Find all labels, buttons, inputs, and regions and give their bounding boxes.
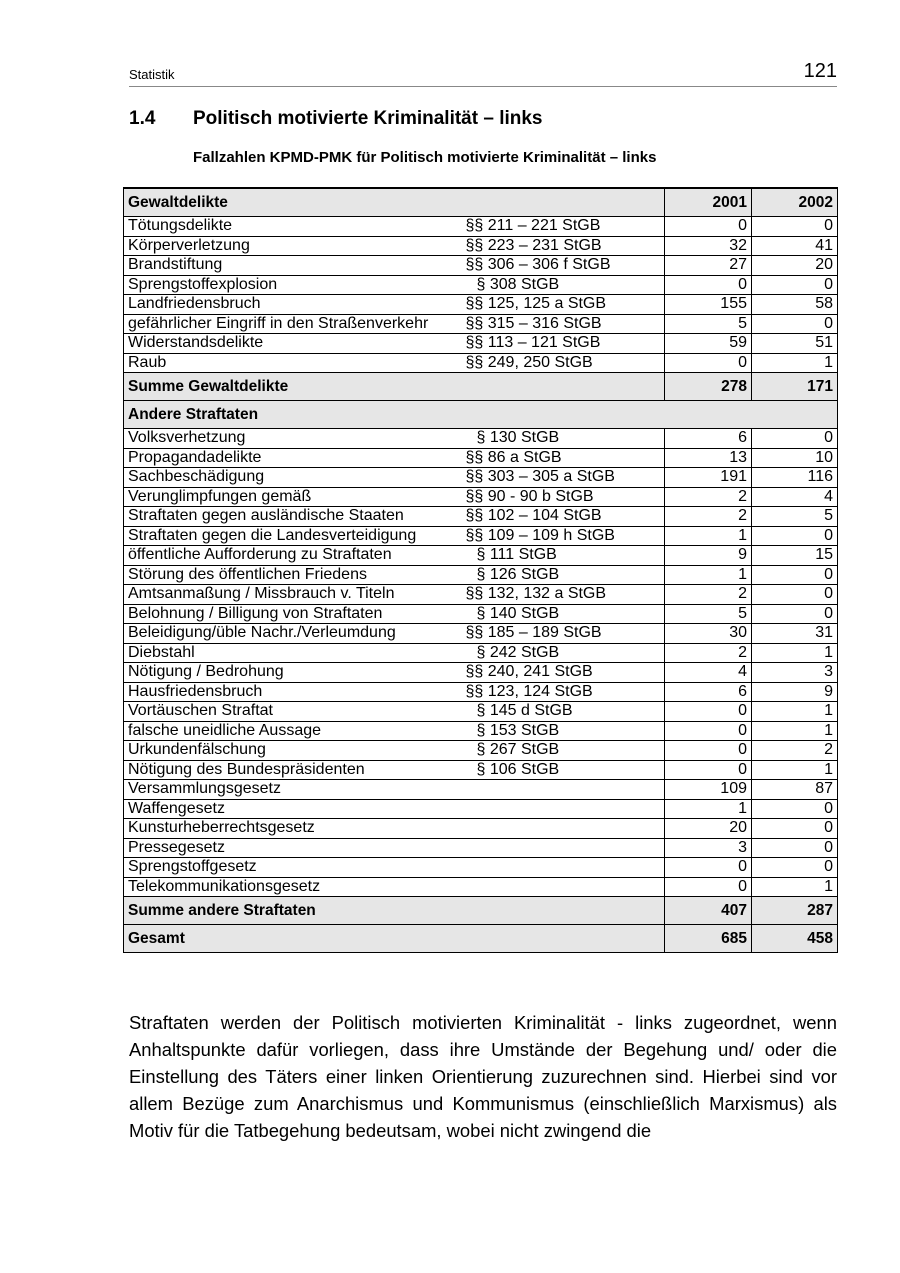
value-2002: 0: [752, 585, 838, 605]
value-2001: 0: [665, 858, 752, 878]
law-reference: § 242 StGB: [464, 643, 665, 663]
header-year-2001: 2001: [665, 188, 752, 217]
law-reference: [464, 838, 665, 858]
offense-name: Verunglimpfungen gemäß: [124, 487, 464, 507]
total-row: [124, 925, 838, 953]
total-value-2002: 458: [752, 925, 838, 953]
table-row: [124, 663, 838, 683]
value-2001: 9: [665, 546, 752, 566]
value-2002: 2: [752, 741, 838, 761]
running-title: Statistik: [129, 67, 175, 82]
law-reference: §§ 223 – 231 StGB: [464, 236, 665, 256]
sum-value-2001: 278: [665, 373, 752, 401]
other-offenses-header-row: [124, 401, 838, 429]
value-2001: 0: [665, 721, 752, 741]
value-2001: 0: [665, 353, 752, 373]
offense-name: Straftaten gegen ausländische Staaten: [124, 507, 464, 527]
value-2002: 0: [752, 429, 838, 449]
law-reference: §§ 211 – 221 StGB: [464, 217, 665, 237]
table-row: [124, 487, 838, 507]
table-row: [124, 819, 838, 839]
value-2001: 0: [665, 741, 752, 761]
law-reference: [464, 877, 665, 897]
offense-name: Störung des öffentlichen Friedens: [124, 565, 464, 585]
law-reference: § 145 d StGB: [464, 702, 665, 722]
value-2002: 5: [752, 507, 838, 527]
offense-name: Volksverhetzung: [124, 429, 464, 449]
value-2001: 0: [665, 217, 752, 237]
value-2001: 0: [665, 877, 752, 897]
table-row: [124, 546, 838, 566]
law-reference: §§ 132, 132 a StGB: [464, 585, 665, 605]
law-reference: [464, 858, 665, 878]
law-reference: § 153 StGB: [464, 721, 665, 741]
value-2002: 3: [752, 663, 838, 683]
offense-name: Widerstandsdelikte: [124, 334, 464, 354]
offense-name: öffentliche Aufforderung zu Straftaten: [124, 546, 464, 566]
offense-name: Beleidigung/üble Nachr./Verleumdung: [124, 624, 464, 644]
law-reference: §§ 249, 250 StGB: [464, 353, 665, 373]
offense-name: Waffengesetz: [124, 799, 464, 819]
value-2001: 4: [665, 663, 752, 683]
value-2002: 1: [752, 702, 838, 722]
value-2002: 0: [752, 799, 838, 819]
offense-name: Telekommunikationsgesetz: [124, 877, 464, 897]
value-2002: 51: [752, 334, 838, 354]
law-reference: § 308 StGB: [464, 275, 665, 295]
table-row: [124, 275, 838, 295]
law-reference: § 126 StGB: [464, 565, 665, 585]
table-row: [124, 429, 838, 449]
body-paragraph: Straftaten werden der Politisch motivierten Kriminalität - links zugeordnet, wenn Anhaltspunkte dafür vorliegen, dass ihre Umstände der Begehung und/ oder die Einstellung des Täters einer linken Orientierung zuzurechnen sind. Hierbei sind vor allem Bezüge zum Anarchismus und Kommunismus (einschließlich Marxismus) als Motiv für die Tatbegehung bedeutsam, wobei nicht zwingend die: [129, 1012, 837, 1141]
offense-name: Nötigung / Bedrohung: [124, 663, 464, 683]
offense-name: Versammlungsgesetz: [124, 780, 464, 800]
law-reference: §§ 125, 125 a StGB: [464, 295, 665, 315]
law-reference: [464, 780, 665, 800]
value-2002: 0: [752, 819, 838, 839]
table-row: [124, 702, 838, 722]
value-2002: 0: [752, 565, 838, 585]
law-reference: §§ 123, 124 StGB: [464, 682, 665, 702]
value-2002: 15: [752, 546, 838, 566]
law-reference: §§ 109 – 109 h StGB: [464, 526, 665, 546]
law-reference: §§ 185 – 189 StGB: [464, 624, 665, 644]
section-number: 1.4: [129, 108, 156, 129]
offense-name: Sachbeschädigung: [124, 468, 464, 488]
law-reference: §§ 240, 241 StGB: [464, 663, 665, 683]
page-header: [129, 58, 837, 87]
table-row: [124, 295, 838, 315]
law-reference: [464, 819, 665, 839]
table-row: [124, 741, 838, 761]
value-2002: 1: [752, 643, 838, 663]
law-reference: § 140 StGB: [464, 604, 665, 624]
value-2001: 6: [665, 682, 752, 702]
value-2001: 20: [665, 819, 752, 839]
table-row: [124, 217, 838, 237]
value-2002: 0: [752, 858, 838, 878]
table-row: [124, 760, 838, 780]
other-offenses-header: Andere Straftaten: [124, 401, 838, 429]
law-reference: § 106 StGB: [464, 760, 665, 780]
total-value-2001: 685: [665, 925, 752, 953]
offense-name: Kunsturheberrechtsgesetz: [124, 819, 464, 839]
table-row: [124, 780, 838, 800]
value-2001: 155: [665, 295, 752, 315]
table-row: [124, 721, 838, 741]
value-2001: 2: [665, 643, 752, 663]
table-row: [124, 236, 838, 256]
value-2001: 6: [665, 429, 752, 449]
offense-name: gefährlicher Eingriff in den Straßenverkehr: [124, 314, 464, 334]
value-2002: 1: [752, 760, 838, 780]
offense-name: Raub: [124, 353, 464, 373]
value-2001: 3: [665, 838, 752, 858]
value-2002: 9: [752, 682, 838, 702]
value-2001: 2: [665, 487, 752, 507]
section-title: Politisch motivierte Kriminalität – links: [193, 108, 543, 129]
table-row: [124, 565, 838, 585]
law-reference: [464, 799, 665, 819]
value-2001: 191: [665, 468, 752, 488]
table-row: [124, 799, 838, 819]
sum-other-row: [124, 897, 838, 925]
table-row: [124, 507, 838, 527]
offense-name: Vortäuschen Straftat: [124, 702, 464, 722]
value-2002: 0: [752, 838, 838, 858]
table-row: [124, 468, 838, 488]
value-2001: 32: [665, 236, 752, 256]
value-2002: 116: [752, 468, 838, 488]
table-row: [124, 604, 838, 624]
value-2002: 58: [752, 295, 838, 315]
table-row: [124, 314, 838, 334]
offense-name: falsche uneidliche Aussage: [124, 721, 464, 741]
law-reference: §§ 90 - 90 b StGB: [464, 487, 665, 507]
law-reference: §§ 86 a StGB: [464, 448, 665, 468]
offense-name: Nötigung des Bundespräsidenten: [124, 760, 464, 780]
table-header-row: [124, 188, 838, 217]
table-row: [124, 334, 838, 354]
value-2002: 1: [752, 721, 838, 741]
table-row: [124, 682, 838, 702]
sum-label: Summe andere Straftaten: [124, 897, 665, 925]
offense-name: Körperverletzung: [124, 236, 464, 256]
statistics-table: [123, 187, 838, 953]
offense-name: Straftaten gegen die Landesverteidigung: [124, 526, 464, 546]
offense-name: Amtsanmaßung / Missbrauch v. Titeln: [124, 585, 464, 605]
law-reference: §§ 303 – 305 a StGB: [464, 468, 665, 488]
table-row: [124, 624, 838, 644]
value-2001: 1: [665, 526, 752, 546]
offense-name: Brandstiftung: [124, 256, 464, 276]
sum-violent-row: [124, 373, 838, 401]
sum-value-2002: 287: [752, 897, 838, 925]
table-row: [124, 877, 838, 897]
value-2002: 0: [752, 604, 838, 624]
law-reference: § 267 StGB: [464, 741, 665, 761]
value-2002: 20: [752, 256, 838, 276]
offense-name: Hausfriedensbruch: [124, 682, 464, 702]
value-2001: 2: [665, 507, 752, 527]
value-2001: 2: [665, 585, 752, 605]
sum-value-2002: 171: [752, 373, 838, 401]
offense-name: Propagandadelikte: [124, 448, 464, 468]
value-2002: 0: [752, 275, 838, 295]
value-2002: 0: [752, 217, 838, 237]
offense-name: Sprengstoffgesetz: [124, 858, 464, 878]
value-2002: 4: [752, 487, 838, 507]
value-2001: 13: [665, 448, 752, 468]
header-year-2002: 2002: [752, 188, 838, 217]
law-reference: § 111 StGB: [464, 546, 665, 566]
offense-name: Belohnung / Billigung von Straftaten: [124, 604, 464, 624]
table-title: Fallzahlen KPMD-PMK für Politisch motivierte Kriminalität – links: [193, 149, 657, 166]
law-reference: §§ 306 – 306 f StGB: [464, 256, 665, 276]
value-2001: 1: [665, 799, 752, 819]
table-row: [124, 353, 838, 373]
value-2002: 41: [752, 236, 838, 256]
value-2001: 0: [665, 275, 752, 295]
value-2001: 27: [665, 256, 752, 276]
table-row: [124, 643, 838, 663]
offense-name: Pressegesetz: [124, 838, 464, 858]
value-2001: 0: [665, 702, 752, 722]
value-2001: 30: [665, 624, 752, 644]
table-row: [124, 585, 838, 605]
offense-name: Tötungsdelikte: [124, 217, 464, 237]
total-label: Gesamt: [124, 925, 665, 953]
sum-label: Summe Gewaltdelikte: [124, 373, 665, 401]
value-2001: 0: [665, 760, 752, 780]
law-reference: §§ 102 – 104 StGB: [464, 507, 665, 527]
offense-name: Sprengstoffexplosion: [124, 275, 464, 295]
statistics-table-body: [124, 188, 838, 953]
value-2002: 87: [752, 780, 838, 800]
offense-name: Landfriedensbruch: [124, 295, 464, 315]
table-row: [124, 526, 838, 546]
value-2002: 0: [752, 526, 838, 546]
table-row: [124, 858, 838, 878]
value-2001: 5: [665, 314, 752, 334]
table-row: [124, 838, 838, 858]
value-2001: 1: [665, 565, 752, 585]
table-row: [124, 448, 838, 468]
value-2001: 109: [665, 780, 752, 800]
value-2001: 59: [665, 334, 752, 354]
sum-value-2001: 407: [665, 897, 752, 925]
page-number: 121: [803, 60, 837, 82]
law-reference: § 130 StGB: [464, 429, 665, 449]
value-2002: 10: [752, 448, 838, 468]
value-2002: 0: [752, 314, 838, 334]
law-reference: §§ 113 – 121 StGB: [464, 334, 665, 354]
value-2002: 1: [752, 877, 838, 897]
value-2002: 1: [752, 353, 838, 373]
law-reference: §§ 315 – 316 StGB: [464, 314, 665, 334]
header-category-cell: Gewaltdelikte: [124, 188, 665, 217]
offense-name: Diebstahl: [124, 643, 464, 663]
offense-name: Urkundenfälschung: [124, 741, 464, 761]
table-row: [124, 256, 838, 276]
value-2002: 31: [752, 624, 838, 644]
value-2001: 5: [665, 604, 752, 624]
